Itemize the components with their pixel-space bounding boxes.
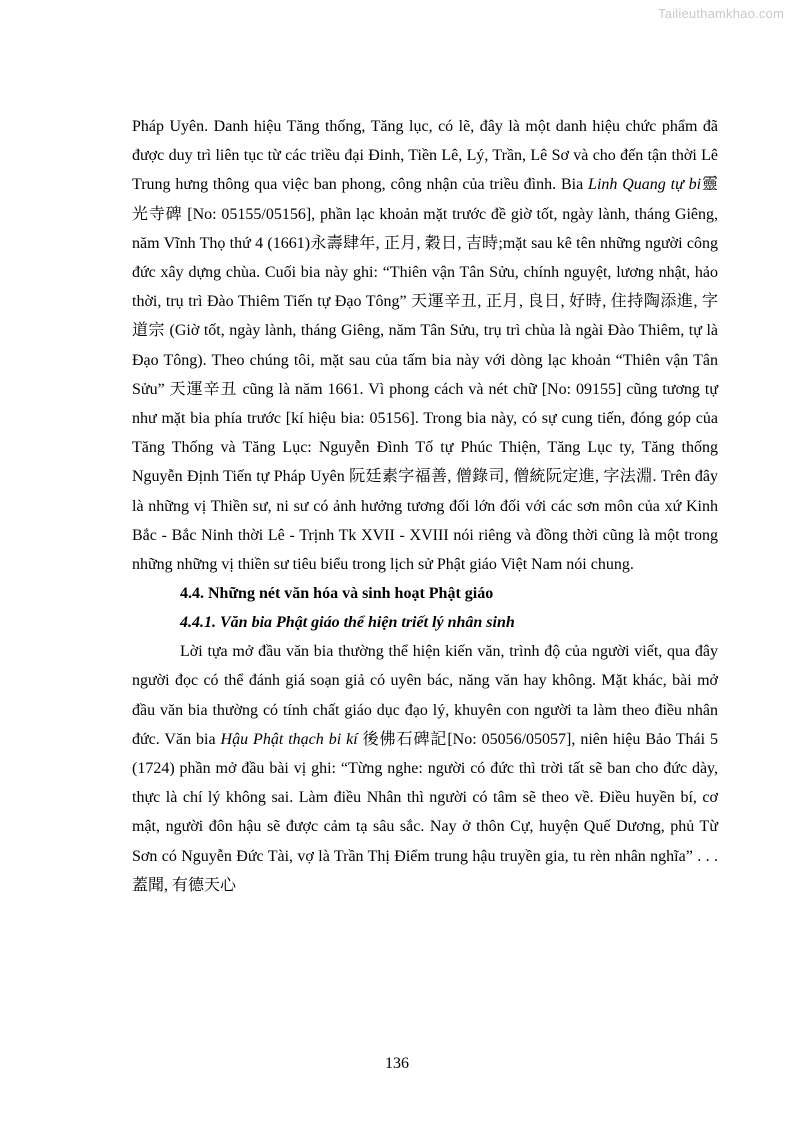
subsection-heading: 4.4.1. Văn bia Phật giáo thể hiện triết lý nhân sinh [180,614,515,632]
page-body [132,112,718,900]
section-heading: 4.4. Những nét văn hóa và sinh hoạt Phật giáo [180,585,494,603]
watermark: Tailieuthamkhao.com [658,6,784,21]
paragraph-1 [132,112,718,579]
paragraph-2 [132,637,718,900]
paragraph-1-text: Pháp Uyên. Danh hiệu Tăng thống, Tăng lục, có lẽ, đây là một danh hiệu chức phẩm đã được duy trì liên tục từ các triều đại Đinh, Tiền Lê, Lý, Trần, Lê Sơ và cho đến tận thời Lê Trung hưng thông qua việc ban phong, công nhận của triều đình. Bia [132,118,718,194]
stele-title-linh-quang: Linh Quang tự bi [588,176,702,194]
paragraph-2-text: Lời tựa mở đầu văn bia thường thể hiện kiến văn, trình độ của người viết, qua đây người đọc có thể đánh giá soạn giả có uyên bác, năng văn hay không. Mặt khác, bài mở đầu văn bia thường có tính chất giáo dục đạo lý, khuyên con người ta làm theo điều nhân đức. Văn bia [132,643,718,748]
page-number: 136 [385,1055,409,1072]
paragraph-1-rest: 靈光寺碑 [No: 05155/05156], phần lạc khoản mặt trước đề giờ tốt, ngày lành, tháng Giêng, năm Vĩnh Thọ thứ 4 (1661)永壽肆年, 正月, 穀日, 吉時;mặt sau kê tên những người công đức xây dựng chùa. Cuối bia này ghi: “Thiên vận Tân Sửu, chính nguyệt, lương nhật, hảo thời, trụ trì Đào Thiêm Tiến tự Đạo Tông” 天運辛丑, 正月, 良日, 好時, 住持陶添進, 字道宗 (Giờ tốt, ngày lành, tháng Giêng, năm Tân Sửu, trụ trì chùa là ngài Đào Thiêm, tự là Đạo Tông). Theo chúng tôi, mặt sau của tấm bia này với dòng lạc khoản “Thiên vận Tân Sửu” 天運辛丑 cũng là năm 1661. Vì phong cách và nét chữ [No: 09155] cũng tương tự như mặt bia phía trước [kí hiệu bia: 05156]. Trong bia này, có sự cung tiến, đóng góp của Tăng Thống và Tăng Lục: Nguyễn Đình Tố tự Phúc Thiện, Tăng Lục ty, Tăng thống Nguyễn Định Tiến tự Pháp Uyên 阮廷素字福善, 僧錄司, 僧統阮定進, 字法淵. Trên đây là những vị Thiền sư, ni sư có ảnh hưởng tương đối lớn đối với các sơn môn của xứ Kinh Bắc - Bắc Ninh thời Lê - Trịnh Tk XVII - XVIII nói riêng và đồng thời cũng là một trong những những vị thiền sư tiêu biểu trong lịch sử Phật giáo Việt Nam nói chung. [132,176,718,574]
stele-title-hau-phat: Hậu Phật thạch bi kí [220,730,358,748]
paragraph-2-rest: 後佛石碑記[No: 05056/05057], niên hiệu Bảo Thái 5 (1724) phần mở đầu bài vị ghi: “Từng nghe: người có đức thì trời tất sẽ ban cho đức dày, thực là chí lý không sai. Làm điều Nhân thì người có tâm sẽ theo về. Điều huyền bí, cơ mật, người đôn hậu sẽ được cảm tạ sâu sắc. Nay ở thôn Cự, huyện Quế Dương, phủ Từ Sơn có Nguyễn Đức Tài, vợ là Trần Thị Điểm trung hậu truyền gia, tu rèn nhân nghĩa” . . . 蓋聞, 有德天心 [132,730,719,894]
